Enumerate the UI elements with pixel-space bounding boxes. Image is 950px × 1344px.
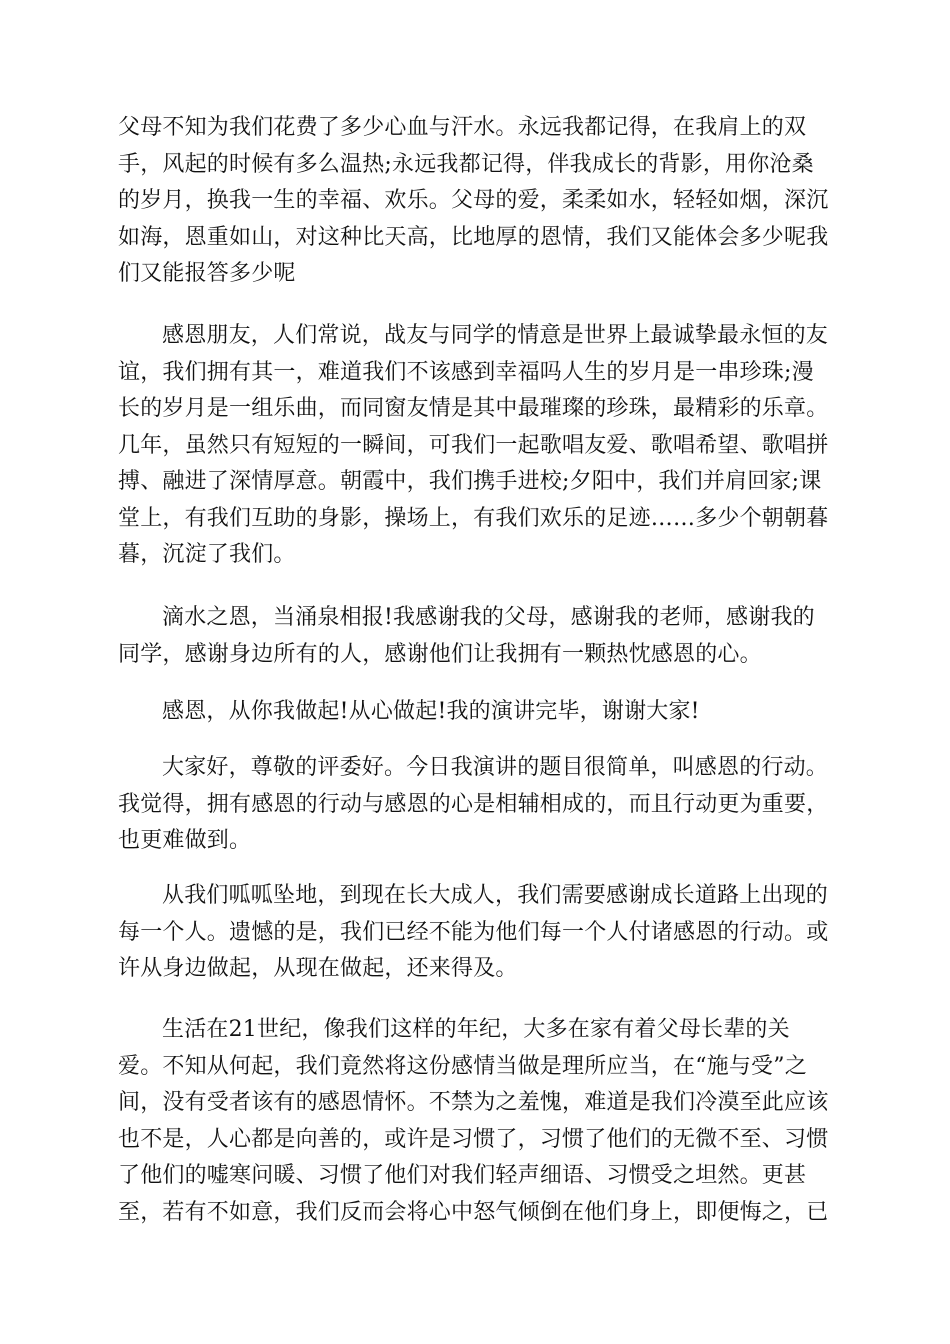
paragraph-closing bbox=[118, 694, 834, 731]
text-line: 大家好，尊敬的评委好。今日我演讲的题目很简单，叫感恩的行动。 bbox=[162, 755, 829, 780]
text-line: 至，若有不如意，我们反而会将心中怒气倾倒在他们身上，即便悔之，已 bbox=[118, 1199, 829, 1225]
text-line: 们又能报答多少呢 bbox=[118, 261, 296, 286]
text-line: 长的岁月是一组乐曲，而同窗友情是其中最璀璨的珍珠，最精彩的乐章。 bbox=[118, 396, 829, 421]
text-line: 我觉得，拥有感恩的行动与感恩的心是相辅相成的，而且行动更为重要， bbox=[118, 791, 829, 817]
text-line: 同学，感谢身边所有的人，感谢他们让我拥有一颗热忱感恩的心。 bbox=[118, 641, 762, 667]
text-line: 也更难做到。 bbox=[118, 828, 252, 853]
text-line: 爱。不知从何起，我们竟然将这份感情当做是理所应当，在“施与受”之 bbox=[118, 1053, 807, 1079]
paragraph-gratitude bbox=[118, 600, 834, 673]
paragraph-21st-century bbox=[118, 1012, 834, 1231]
paragraph-speech-intro bbox=[118, 750, 834, 860]
text-line: 感恩，从你我做起!从心做起!我的演讲完毕，谢谢大家! bbox=[162, 699, 700, 724]
text-line: 每一个人。遗憾的是，我们已经不能为他们每一个人付诸感恩的行动。或 bbox=[118, 919, 829, 945]
text-line: 感恩朋友，人们常说，战友与同学的情意是世界上最诚挚最永恒的友 bbox=[162, 323, 829, 348]
paragraph-friends bbox=[118, 318, 834, 574]
text-line: 许从身边做起，从现在做起，还来得及。 bbox=[118, 956, 518, 981]
text-line: 也不是，人心都是向善的，或许是习惯了，习惯了他们的无微不至、习惯 bbox=[118, 1126, 829, 1152]
text-line: 了他们的嘘寒问暖、习惯了他们对我们轻声细语、习惯受之坦然。更甚 bbox=[118, 1163, 807, 1188]
text-line: 堂上，有我们互助的身影，操场上，有我们欢乐的足迹……多少个朝朝暮 bbox=[118, 505, 829, 531]
text-line: 手，风起的时候有多么温热;永远我都记得，伴我成长的背影，用你沧桑 bbox=[118, 151, 814, 177]
text-line: 暮，沉淀了我们。 bbox=[118, 542, 296, 567]
text-line: 从我们呱呱坠地，到现在长大成人，我们需要感谢成长道路上出现的 bbox=[162, 883, 829, 908]
text-line: 间，没有受者该有的感恩情怀。不禁为之羞愧，难道是我们冷漠至此应该 bbox=[118, 1090, 829, 1115]
text-line: 如海，恩重如山，对这种比天高，比地厚的恩情，我们又能体会多少呢我 bbox=[118, 224, 829, 250]
text-line: 父母不知为我们花费了多少心血与汗水。永远我都记得，在我肩上的双 bbox=[118, 115, 807, 140]
text-line: 生活在21世纪，像我们这样的年纪，大多在家有着父母长辈的关 bbox=[162, 1017, 790, 1042]
text-line: 的岁月，换我一生的幸福、欢乐。父母的爱，柔柔如水，轻轻如烟，深沉 bbox=[118, 188, 829, 213]
text-line: 谊，我们拥有其一，难道我们不该感到幸福吗人生的岁月是一串珍珠;漫 bbox=[118, 359, 814, 385]
paragraph-growing-up bbox=[118, 878, 834, 988]
text-line: 搏、融进了深情厚意。朝霞中，我们携手进校;夕阳中，我们并肩回家;课 bbox=[118, 469, 822, 494]
paragraph-parents-love bbox=[118, 110, 834, 293]
text-line: 滴水之恩，当涌泉相报!我感谢我的父母，感谢我的老师，感谢我的 bbox=[162, 605, 815, 630]
text-line: 几年，虽然只有短短的一瞬间，可我们一起歌唱友爱、歌唱希望、歌唱拼 bbox=[118, 432, 829, 458]
